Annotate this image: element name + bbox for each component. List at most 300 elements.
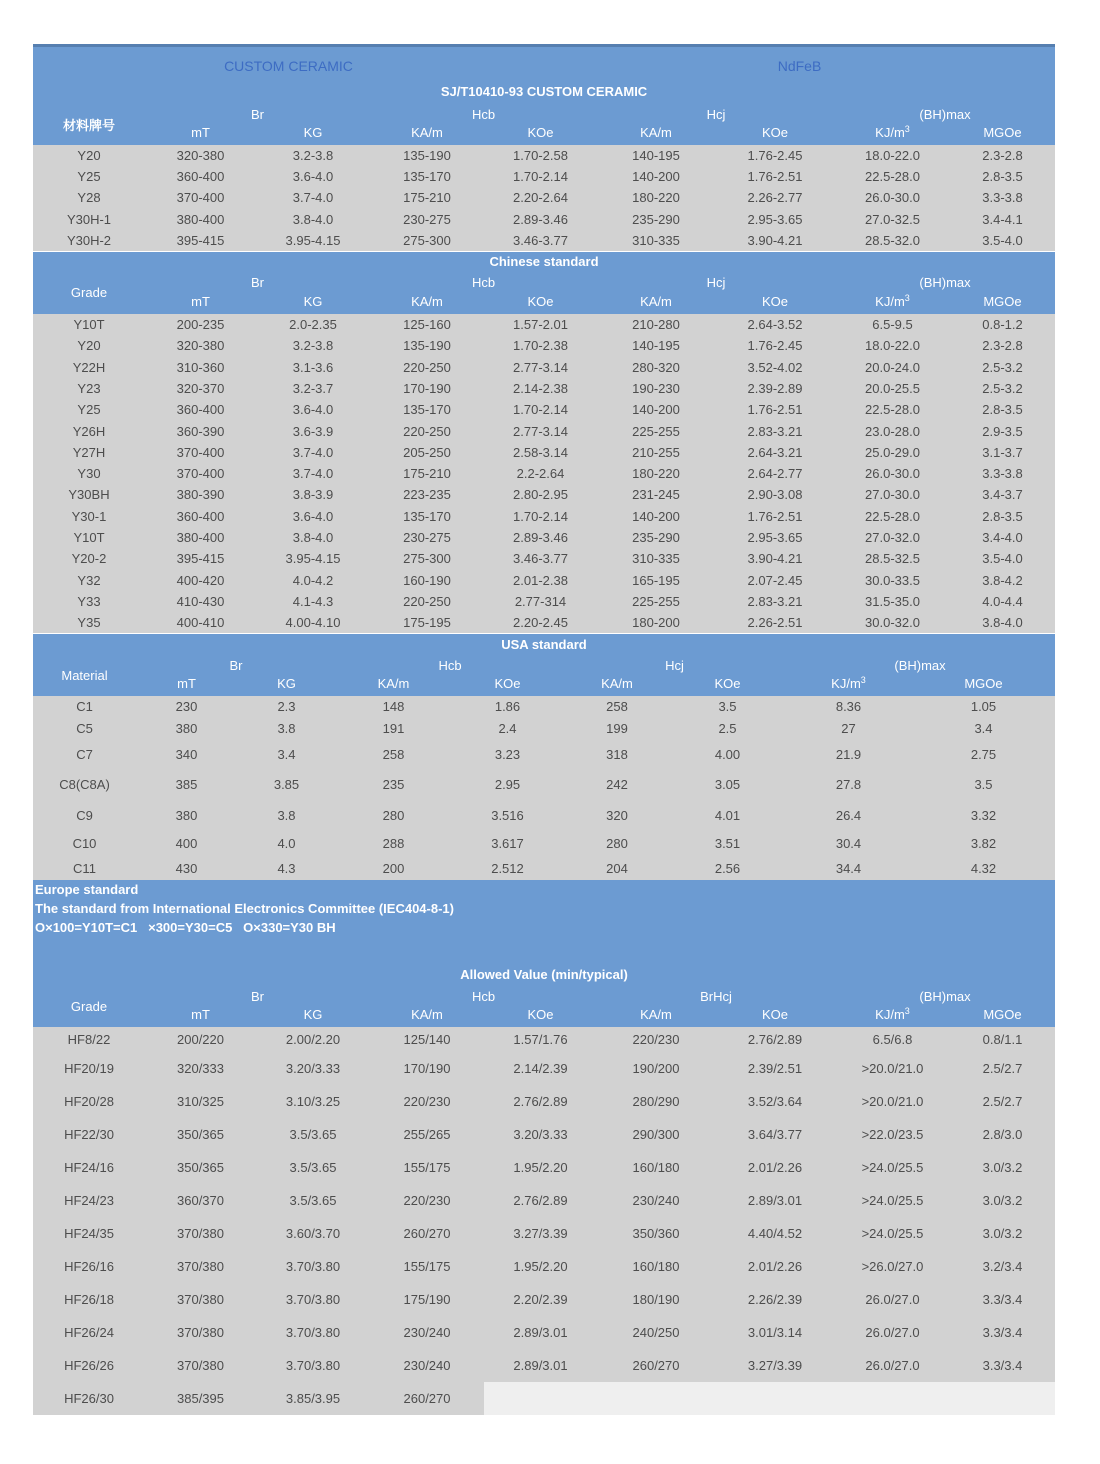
unit-header-cell: KA/m [640,1007,672,1023]
table-cell: 410-430 [176,593,225,609]
unit-header-cell: KA/m [411,1007,443,1023]
table-cell: 2.5-3.2 [982,380,1023,396]
table-cell: 2.00/2.20 [285,1032,341,1048]
table-cell [835,1382,950,1415]
table-cell: 30.4 [835,836,862,852]
table-cell: 140-200 [632,169,680,185]
unit-header-cell: KG [303,1007,323,1023]
table-cell: 1.95/2.20 [513,1160,568,1176]
table-cell: 380-390 [176,487,225,503]
table-row [33,314,1055,335]
table-cell: 3.8-4.0 [982,615,1023,631]
table-cell: 2.75 [970,746,997,762]
table-cell: 280/290 [632,1094,680,1110]
table-body-allowed [33,1027,1055,1415]
table-cell: 370/380 [177,1226,224,1242]
table-cell: 320/333 [177,1061,224,1077]
table-row [33,527,1055,548]
spacer [33,937,1055,963]
table-cell: 4.00-4.10 [285,615,341,631]
table-cell: 2.90-3.08 [747,487,803,503]
table-cell: 1.76-2.51 [747,169,803,185]
unit-header-cell: KOe [527,1007,554,1023]
table-cell: 258 [382,746,405,762]
table-cell: 320-380 [176,148,225,164]
table-cell: 230-275 [403,211,451,227]
table-cell: 2.89/3.01 [513,1358,568,1374]
table-cell: 2.0-2.35 [289,317,337,333]
unit-header-cell: KOe [494,676,521,692]
table-cell: 3.01/3.14 [747,1325,803,1341]
table-cell: 288 [382,836,405,852]
unit-header-cell: KOe [714,676,741,692]
unit-header-cell: KOe [761,125,788,140]
table-cell: 4.0 [277,836,296,852]
table-cell: 385/395 [145,1382,256,1415]
table-cell: 3.95-4.15 [285,232,341,248]
table-cell: HF26/18 [64,1292,114,1308]
table-cell: 220/230 [403,1094,451,1110]
table-cell: >20.0/21.0 [861,1061,924,1077]
unit-header-cell: KG [277,676,296,692]
page-content [33,44,1055,1415]
table-cell: 3.4-4.0 [982,530,1023,546]
table-cell: HF26/26 [64,1358,114,1374]
table-cell: 2.77-314 [514,593,567,609]
table-cell: Y25 [77,402,101,418]
table-cell: 4.0-4.4 [982,593,1023,609]
table-cell: 3.52/3.64 [747,1094,803,1110]
table-row [33,1349,1055,1382]
table-cell: 31.5-35.0 [865,593,920,609]
table-cell: 3.6-4.0 [292,508,334,524]
table-cell: 310-335 [632,551,680,567]
table-cell: 4.40/4.52 [747,1226,803,1242]
chinese-standard-block [33,252,1055,314]
table-cell: 175-210 [403,190,451,206]
group-header-cell: Br [229,657,243,673]
table-cell: 2.20-2.64 [513,190,568,206]
group-header-cell: (BH)max [894,657,946,673]
table-header-allowed [33,985,1055,1027]
table-cell: 205-250 [403,444,451,460]
table-cell: 1.70-2.14 [513,169,568,185]
table-body-chinese [33,314,1055,633]
table-cell: 2.20-2.45 [513,615,568,631]
table-cell: 4.01 [714,808,741,824]
table-cell: 3.32 [970,808,997,824]
table-cell: 360-400 [176,508,225,524]
table-cell: 3.60/3.70 [285,1226,341,1242]
table-cell: 2.89/3.01 [747,1193,803,1209]
table-cell: 3.5/3.65 [289,1127,337,1143]
table-cell: 2.9-3.5 [982,423,1023,439]
table-cell: 231-245 [632,487,680,503]
table-cell: 350/365 [177,1127,224,1143]
unit-header-cell: KJ/m 3 [875,124,910,140]
table-cell: 370/380 [177,1325,224,1341]
table-cell: 190/200 [632,1061,680,1077]
unit-header-cell: KG [303,125,323,140]
table-cell: 3.617 [491,836,524,852]
top-nav [33,53,1055,79]
table-cell: 28.5-32.5 [865,551,920,567]
table-cell: C11 [73,860,96,876]
table-cell: 370-400 [176,444,225,460]
table-cell: 2.64-3.21 [747,444,803,460]
table-cell: 155/175 [403,1259,451,1275]
table-cell: 2.4 [498,720,517,736]
table-cell: 3.3/3.4 [982,1358,1023,1374]
table-cell: 3.6-3.9 [292,423,334,439]
table-cell: 26.0/27.0 [865,1325,920,1341]
table-cell: 350/365 [177,1160,224,1176]
table-cell: HF8/22 [67,1032,111,1048]
table-cell: 8.36 [835,698,862,714]
table-cell: 20.0-25.5 [865,380,920,396]
table-row [33,716,1055,740]
table-cell: 2.76/2.89 [513,1094,568,1110]
table-row [33,442,1055,463]
table-cell: 18.0-22.0 [865,338,920,354]
table-cell: 3.3-3.8 [982,190,1023,206]
table-cell: 3.70/3.80 [285,1259,341,1275]
table-cell: 3.1-3.6 [292,359,334,375]
table-cell: 3.5-4.0 [982,232,1023,248]
table-cell: HF24/23 [64,1193,114,1209]
table-cell: 370/380 [177,1358,224,1374]
table-cell: 2.8/3.0 [982,1127,1023,1143]
table-cell: 170/190 [403,1061,451,1077]
table-cell: 4.1-4.3 [292,593,334,609]
group-header-cell: Hcb [438,657,462,673]
table-cell: 3.4-3.7 [982,487,1023,503]
table-cell: Y27H [72,444,106,460]
table-cell: 380-400 [176,211,225,227]
table-cell: HF20/28 [64,1094,114,1110]
table-cell: C10 [72,836,97,852]
table-cell: 260/270 [632,1358,680,1374]
europe-heading: Europe standard [35,882,139,898]
unit-header-cell: MGOe [983,293,1022,309]
table-cell: 260/270 [370,1382,484,1415]
group-header-cell: Br [251,988,264,1004]
table-row [33,1217,1055,1250]
group-header-cell: Br [251,275,264,291]
table-cell: 165-195 [632,572,680,588]
table-cell: 2.83-3.21 [747,423,803,439]
table-cell: 2.3-2.8 [982,338,1023,354]
table-cell: 26.0/27.0 [865,1358,920,1374]
table-row [33,1316,1055,1349]
table-cell: 2.39-2.89 [747,380,803,396]
unit-header-cell: KJ/m 3 [875,292,910,309]
table-cell: 3.10/3.25 [285,1094,341,1110]
table-cell: 3.85 [273,776,300,792]
table-cell: 220/230 [632,1032,680,1048]
table-row [33,1382,1055,1415]
table-cell: 340 [175,746,198,762]
table-cell: 140-195 [632,148,680,164]
table-cell: 1.05 [970,698,997,714]
table-cell: 2.76/2.89 [747,1032,803,1048]
table-cell: HF26/16 [64,1259,114,1275]
table-cell: Y25 [77,169,101,185]
table-body-usa [33,696,1055,880]
table-cell: 3.2-3.7 [292,380,334,396]
table-cell: >20.0/21.0 [861,1094,924,1110]
table-header-sjt [33,103,1055,145]
table-header-usa [33,654,1055,696]
table-cell: 2.01/2.26 [747,1160,803,1176]
table-cell: 21.9 [835,746,862,762]
table-cell: 3.0/3.2 [982,1193,1023,1209]
table-cell: 175/190 [403,1292,451,1308]
table-cell: Y20-2 [71,551,107,567]
table-row [33,209,1055,230]
table-cell: 3.0/3.2 [982,1160,1023,1176]
table-cell: 140-200 [632,402,680,418]
table-cell: 27.0-32.0 [865,530,920,546]
table-cell [715,1382,835,1415]
table-row [33,591,1055,612]
table-cell: Y33 [77,593,101,609]
table-cell: 2.26/2.39 [747,1292,803,1308]
table-cell: 125/140 [403,1032,451,1048]
nav-link-custom-ceramic[interactable]: CUSTOM CERAMIC [224,58,353,74]
table-cell: 220-250 [403,423,451,439]
table-cell: 22.5-28.0 [865,508,920,524]
table-cell: 2.3 [277,698,296,714]
table-cell: >24.0/25.5 [861,1226,924,1242]
table-cell: 155/175 [403,1160,451,1176]
table-cell: 3.6-4.0 [292,402,334,418]
table-cell: 280 [382,808,405,824]
table-cell: 3.5-4.0 [982,551,1023,567]
unit-header-cell: MGOe [964,676,1003,692]
table-cell: Y28 [77,190,101,206]
table-cell: 380-400 [176,530,225,546]
table-cell: 3.51 [714,836,741,852]
table-row [33,145,1055,166]
table-cell: 350/360 [632,1226,680,1242]
table-row [33,831,1055,856]
table-cell: 180/190 [632,1292,680,1308]
table-cell: 360-390 [176,423,225,439]
table-cell: 3.516 [491,808,524,824]
table-cell: >24.0/25.5 [861,1193,924,1209]
table-cell: 2.83-3.21 [747,593,803,609]
table-header-chinese [33,272,1055,314]
table-cell: 3.70/3.80 [285,1358,341,1374]
table-cell: 3.52-4.02 [747,359,803,375]
table-cell: 2.5/2.7 [982,1094,1023,1110]
table-cell: 200/220 [177,1032,224,1048]
table-cell: 210-280 [632,317,680,333]
table-title-allowed: Allowed Value (min/typical) [460,966,628,982]
table-cell: 0.8/1.1 [982,1032,1023,1048]
table-cell: 3.3-3.8 [982,466,1023,482]
table-cell: 2.89-3.46 [513,211,568,227]
table-cell: 2.14/2.39 [513,1061,568,1077]
table-cell: 27 [841,720,856,736]
table-cell: >26.0/27.0 [861,1259,924,1275]
group-header-cell: Hcj [665,657,684,673]
table-cell: 225-255 [632,423,680,439]
table-cell: 2.80-2.95 [513,487,568,503]
first-column-header: Grade [70,998,108,1014]
nav-link-ndfeb[interactable]: NdFeB [777,58,822,74]
table-row [33,1250,1055,1283]
table-row [33,570,1055,591]
table-cell: 3.5 [718,698,737,714]
table-cell: HF22/30 [64,1127,114,1143]
table-cell: 30.0-32.0 [865,615,920,631]
first-column-header: Material [61,667,108,683]
table-cell: 320 [606,808,628,824]
table-cell: 2.512 [491,860,524,876]
table-cell: 3.3/3.4 [982,1325,1023,1341]
unit-header-cell: mT [191,293,210,309]
table-cell: 2.07-2.45 [747,572,803,588]
table-cell: C8(C8A) [59,776,110,792]
table-cell: HF26/24 [64,1325,114,1341]
table-cell: 3.4 [277,746,296,762]
table-cell: 2.8-3.5 [982,508,1023,524]
table-row [33,484,1055,505]
table-cell: 2.95-3.65 [747,530,803,546]
table-row [33,1118,1055,1151]
table-cell: 22.5-28.0 [865,169,920,185]
table-cell: 275-300 [403,551,451,567]
table-cell: 318 [606,746,628,762]
table-cell: 230/240 [403,1325,451,1341]
table-cell: 3.20/3.33 [513,1127,568,1143]
table-cell: 27.8 [835,776,862,792]
table-cell: 2.8-3.5 [982,169,1023,185]
table-cell: 160-190 [403,572,451,588]
table-cell: 25.0-29.0 [865,444,920,460]
table-cell: 3.8 [277,720,296,736]
table-cell: 170-190 [403,380,451,396]
table-cell: 6.5-9.5 [872,317,913,333]
table-cell: 3.70/3.80 [285,1292,341,1308]
table-cell: 3.8-4.0 [292,530,334,546]
table-cell: Y35 [77,615,101,631]
group-header-cell: Hcb [471,988,496,1004]
table-cell [597,1382,715,1415]
table-cell: 160/180 [632,1160,680,1176]
table-cell: 199 [606,720,628,736]
table-cell: 310/325 [177,1094,224,1110]
table-cell: 320-380 [176,338,225,354]
table-cell: 28.5-32.0 [865,232,920,248]
unit-header-cell: MGOe [983,125,1022,140]
table-cell: 275-300 [403,232,451,248]
table-row [33,740,1055,768]
table-title-sjt: SJ/T10410-93 CUSTOM CERAMIC [440,83,648,99]
table-cell: 400-410 [176,615,225,631]
unit-header-cell: mT [177,676,196,692]
table-cell: 310-360 [176,359,225,375]
table-cell: 20.0-24.0 [865,359,920,375]
table-cell: 140-195 [632,338,680,354]
table-cell: 370/380 [177,1292,224,1308]
table-cell: 240/250 [632,1325,680,1341]
europe-equivalence: O×100=Y10T=C1 ×300=Y30=C5 O×330=Y30 BH [35,920,336,936]
table-cell: 3.2-3.8 [292,338,334,354]
table-cell: 2.58-3.14 [513,444,568,460]
group-header-cell: Br [251,106,264,122]
table-title-chinese: Chinese standard [489,254,599,270]
usa-standard-block [33,634,1055,696]
unit-header-cell: KG [303,293,323,309]
table-cell: 3.8-4.2 [982,572,1023,588]
table-cell: 34.4 [835,860,862,876]
first-column-header: 材料牌号 [62,117,115,133]
unit-header-cell: mT [191,125,210,140]
table-row [33,1151,1055,1184]
table-cell: 3.2-3.8 [292,148,334,164]
table-cell: 3.27/3.39 [747,1358,803,1374]
table-cell: Y20 [77,338,101,354]
unit-header-cell: KA/m [411,125,443,140]
table-cell: 280-320 [632,359,680,375]
table-cell: 2.01-2.38 [513,572,568,588]
table-cell: >24.0/25.5 [861,1160,924,1176]
table-cell: 160/180 [632,1259,680,1275]
table-row [33,548,1055,569]
table-cell: C7 [76,746,93,762]
table-cell: 3.2/3.4 [982,1259,1023,1275]
table-cell: 2.77-3.14 [513,423,568,439]
table-cell: 1.57/1.76 [513,1032,568,1048]
table-cell: 430 [175,860,198,876]
table-cell: 2.8-3.5 [982,402,1023,418]
table-cell: 26.0-30.0 [865,190,920,206]
table-cell: 2.64-2.77 [747,466,803,482]
table-cell: 1.95/2.20 [513,1259,568,1275]
table-row [33,399,1055,420]
table-cell: 4.32 [970,860,997,876]
table-cell: 2.95-3.65 [747,211,803,227]
table-cell: 22.5-28.0 [865,402,920,418]
table-cell: 175-210 [403,466,451,482]
table-cell: 27.0-32.5 [865,211,920,227]
table-title-usa: USA standard [501,636,587,652]
table-cell: 320-370 [176,380,225,396]
table-row [33,463,1055,484]
unit-header-cell: KOe [527,125,554,140]
table-cell: Y22H [72,359,106,375]
table-cell: 2.26-2.51 [747,615,803,631]
unit-header-cell: KA/m [640,125,672,140]
table-cell: 3.5/3.65 [289,1193,337,1209]
table-cell: 3.5 [974,776,993,792]
table-cell: 180-200 [632,615,680,631]
table-cell: 3.90-4.21 [747,551,803,567]
table-cell: Y32 [77,572,101,588]
group-header-cell: (BH)max [919,106,971,122]
table-cell: 6.5/6.8 [872,1032,913,1048]
table-cell: 2.5-3.2 [982,359,1023,375]
table-cell: 3.70/3.80 [285,1325,341,1341]
table-cell: Y10T [73,530,105,546]
table-cell: 370/380 [177,1259,224,1275]
table-cell: 26.0-30.0 [865,466,920,482]
table-cell: 2.89-3.46 [513,530,568,546]
table-row [33,1283,1055,1316]
